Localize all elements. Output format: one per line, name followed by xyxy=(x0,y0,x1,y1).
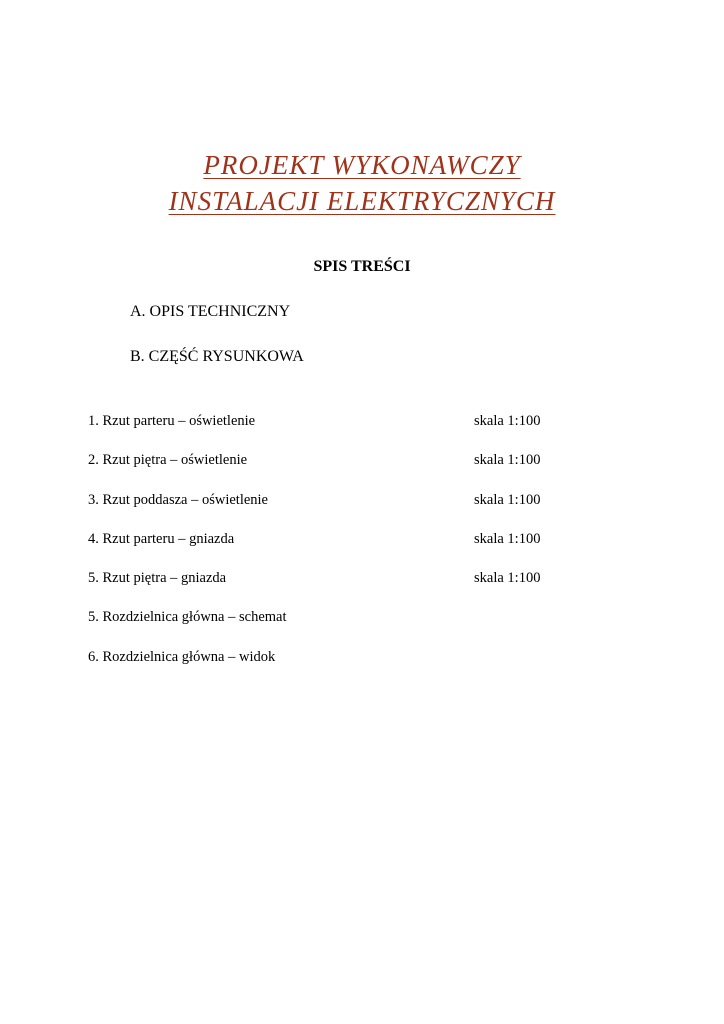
drawing-name: 5. Rzut piętra – gniazda xyxy=(88,570,227,587)
drawing-name: 4. Rzut parteru – gniazda xyxy=(88,530,235,547)
section-czesc-rysunkowa: B. CZĘŚĆ RYSUNKOWA xyxy=(130,348,304,365)
drawing-list-item xyxy=(88,413,568,452)
drawing-name: 6. Rozdzielnica główna – widok xyxy=(88,648,276,665)
drawing-list-item xyxy=(88,531,568,570)
drawing-list xyxy=(88,413,568,688)
drawing-name: 1. Rzut parteru – oświetlenie xyxy=(88,413,256,429)
drawing-name: 3. Rzut poddasza – oświetlenie xyxy=(88,491,268,508)
drawing-list-item xyxy=(88,492,568,531)
drawing-scale: skala 1:100 xyxy=(474,413,541,429)
drawing-name: 5. Rozdzielnica główna – schemat xyxy=(88,609,287,626)
drawing-scale: skala 1:100 xyxy=(474,452,541,469)
drawing-list-item xyxy=(88,452,568,491)
drawing-scale: skala 1:100 xyxy=(474,530,541,547)
drawing-scale: skala 1:100 xyxy=(474,491,541,508)
document-title-line-2: INSTALACJI ELEKTRYCZNYCH xyxy=(168,186,556,216)
drawing-list-item xyxy=(88,609,568,648)
drawing-scale: skala 1:100 xyxy=(474,570,541,587)
table-of-contents-heading: SPIS TREŚCI xyxy=(313,258,411,275)
section-opis-techniczny: A. OPIS TECHNICZNY xyxy=(130,303,291,320)
document-title-line-1: PROJEKT WYKONAWCZY xyxy=(203,150,521,180)
drawing-list-item xyxy=(88,570,568,609)
drawing-list-item xyxy=(88,649,568,688)
drawing-name: 2. Rzut piętra – oświetlenie xyxy=(88,452,248,469)
